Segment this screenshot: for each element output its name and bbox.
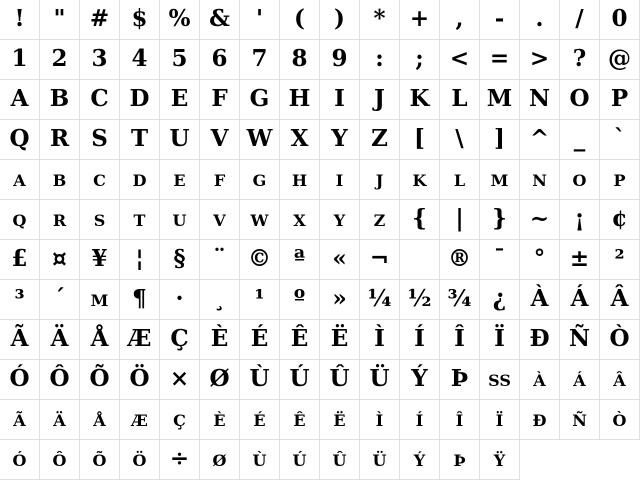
glyph-cell[interactable]: H [280,80,320,120]
glyph-cell[interactable]: T [120,120,160,160]
glyph-cell[interactable]: r [40,200,80,240]
glyph-cell[interactable]: ³ [0,280,40,320]
glyph-cell[interactable]: w [240,200,280,240]
glyph-cell[interactable]: ½ [400,280,440,320]
glyph-cell[interactable]: µ [80,280,120,320]
glyph-cell[interactable]: æ [120,400,160,440]
glyph-cell[interactable]: í [400,400,440,440]
glyph-cell[interactable]: f [200,160,240,200]
glyph-cell[interactable]: ¼ [360,280,400,320]
glyph-cell[interactable]: * [360,0,400,40]
glyph-cell[interactable]: % [160,0,200,40]
glyph-cell[interactable]: î [440,400,480,440]
glyph-cell[interactable]: B [40,80,80,120]
glyph-cell[interactable]: ¬ [360,240,400,280]
glyph-cell[interactable]: Ë [320,320,360,360]
glyph-cell[interactable]: Z [360,120,400,160]
glyph-cell[interactable]: ã [0,400,40,440]
glyph-cell[interactable]: Ì [360,320,400,360]
glyph-cell[interactable]: c [80,160,120,200]
glyph-cell[interactable]: , [440,0,480,40]
glyph-cell[interactable]: Í [400,320,440,360]
glyph-cell[interactable]: ì [360,400,400,440]
glyph-cell[interactable]: È [200,320,240,360]
glyph-cell[interactable]: Ü [360,360,400,400]
glyph-cell[interactable]: < [440,40,480,80]
glyph-cell[interactable]: É [240,320,280,360]
glyph-cell[interactable]: q [0,200,40,240]
glyph-cell[interactable]: { [400,200,440,240]
glyph-cell[interactable]: 1 [0,40,40,80]
glyph-cell[interactable]: ¦ [120,240,160,280]
glyph-cell[interactable]: N [520,80,560,120]
glyph-cell[interactable]: Õ [80,360,120,400]
glyph-cell[interactable]: ® [440,240,480,280]
glyph-cell[interactable]: ¶ [120,280,160,320]
glyph-cell[interactable]: ï [480,400,520,440]
glyph-cell[interactable]: Ú [280,360,320,400]
glyph-cell[interactable]: · [160,280,200,320]
glyph-cell[interactable]: y [320,200,360,240]
glyph-cell[interactable]: > [520,40,560,80]
glyph-cell[interactable]: l [440,160,480,200]
glyph-cell[interactable]: Å [80,320,120,360]
glyph-cell[interactable]: } [480,200,520,240]
glyph-cell[interactable]: Ó [0,360,40,400]
glyph-cell[interactable]: á [560,360,600,400]
glyph-cell[interactable]: Ñ [560,320,600,360]
glyph-cell[interactable]: « [320,240,360,280]
glyph-cell[interactable]: 0 [600,0,640,40]
glyph-cell[interactable]: ° [520,240,560,280]
glyph-cell[interactable] [400,240,440,280]
glyph-cell[interactable]: ¥ [80,240,120,280]
glyph-cell[interactable]: u [160,200,200,240]
glyph-cell[interactable]: ~ [520,200,560,240]
glyph-cell[interactable]: Q [0,120,40,160]
glyph-cell[interactable]: Ô [40,360,80,400]
glyph-cell[interactable]: ù [240,440,280,480]
glyph-cell[interactable]: k [400,160,440,200]
glyph-cell[interactable]: 4 [120,40,160,80]
glyph-cell[interactable]: O [560,80,600,120]
glyph-cell[interactable]: £ [0,240,40,280]
glyph-cell[interactable]: ø [200,440,240,480]
glyph-cell[interactable]: ´ [40,280,80,320]
glyph-cell[interactable]: K [400,80,440,120]
glyph-cell[interactable]: 5 [160,40,200,80]
glyph-cell[interactable]: D [120,80,160,120]
glyph-cell[interactable]: â [600,360,640,400]
glyph-cell[interactable]: W [240,120,280,160]
glyph-cell[interactable]: m [480,160,520,200]
glyph-cell[interactable]: / [560,0,600,40]
glyph-cell[interactable]: º [280,280,320,320]
glyph-cell[interactable]: © [240,240,280,280]
glyph-cell[interactable]: _ [560,120,600,160]
glyph-cell[interactable]: § [160,240,200,280]
glyph-cell[interactable]: [ [400,120,440,160]
glyph-cell[interactable]: ü [360,440,400,480]
glyph-cell[interactable]: ¿ [480,280,520,320]
glyph-cell[interactable]: & [200,0,240,40]
glyph-cell[interactable]: Ï [480,320,520,360]
glyph-cell[interactable]: û [320,440,360,480]
glyph-cell[interactable]: ) [320,0,360,40]
glyph-cell[interactable]: ç [160,400,200,440]
glyph-cell[interactable]: : [360,40,400,80]
glyph-cell[interactable]: ! [0,0,40,40]
glyph-cell[interactable]: Ð [520,320,560,360]
glyph-cell[interactable]: Ã [0,320,40,360]
glyph-cell[interactable]: 9 [320,40,360,80]
glyph-cell[interactable]: o [560,160,600,200]
glyph-cell[interactable]: ¹ [240,280,280,320]
glyph-cell[interactable]: E [160,80,200,120]
glyph-cell[interactable]: Î [440,320,480,360]
glyph-cell[interactable]: U [160,120,200,160]
glyph-cell[interactable]: ê [280,400,320,440]
glyph-cell[interactable]: ó [0,440,40,480]
glyph-cell[interactable]: Ò [600,320,640,360]
glyph-cell[interactable]: × [160,360,200,400]
glyph-cell[interactable]: ] [480,120,520,160]
glyph-cell[interactable]: ² [600,240,640,280]
glyph-cell[interactable]: Ä [40,320,80,360]
glyph-cell[interactable]: Þ [440,360,480,400]
glyph-cell[interactable]: a [0,160,40,200]
glyph-cell[interactable]: $ [120,0,160,40]
glyph-cell[interactable]: ý [400,440,440,480]
glyph-cell[interactable]: R [40,120,80,160]
glyph-cell[interactable]: 6 [200,40,240,80]
glyph-cell[interactable]: ¤ [40,240,80,280]
glyph-cell[interactable]: P [600,80,640,120]
glyph-cell[interactable]: = [480,40,520,80]
glyph-cell[interactable]: Ý [400,360,440,400]
glyph-cell[interactable]: ¢ [600,200,640,240]
glyph-cell[interactable]: - [480,0,520,40]
glyph-cell[interactable]: ¨ [200,240,240,280]
glyph-cell[interactable]: \ [440,120,480,160]
glyph-cell[interactable]: s [80,200,120,240]
glyph-cell[interactable]: Â [600,280,640,320]
glyph-cell[interactable]: A [0,80,40,120]
glyph-cell[interactable]: 7 [240,40,280,80]
glyph-cell[interactable]: b [40,160,80,200]
glyph-cell[interactable]: ô [40,440,80,480]
glyph-cell[interactable]: L [440,80,480,120]
glyph-cell[interactable]: ú [280,440,320,480]
glyph-cell[interactable]: V [200,120,240,160]
glyph-cell[interactable]: F [200,80,240,120]
glyph-cell[interactable]: J [360,80,400,120]
glyph-cell[interactable]: g [240,160,280,200]
glyph-cell[interactable]: p [600,160,640,200]
glyph-cell[interactable]: ÿ [480,440,520,480]
glyph-cell[interactable]: ö [120,440,160,480]
glyph-cell[interactable]: M [480,80,520,120]
glyph-cell[interactable]: # [80,0,120,40]
glyph-cell[interactable]: e [160,160,200,200]
glyph-cell[interactable]: ( [280,0,320,40]
glyph-cell[interactable]: Á [560,280,600,320]
glyph-cell[interactable]: ; [400,40,440,80]
glyph-cell[interactable]: Ö [120,360,160,400]
glyph-cell[interactable]: ^ [520,120,560,160]
glyph-cell[interactable]: G [240,80,280,120]
glyph-cell[interactable]: Ø [200,360,240,400]
glyph-cell[interactable]: S [80,120,120,160]
glyph-cell[interactable]: ? [560,40,600,80]
glyph-cell[interactable]: 3 [80,40,120,80]
glyph-cell[interactable]: à [520,360,560,400]
glyph-cell[interactable]: Ù [240,360,280,400]
glyph-cell[interactable]: C [80,80,120,120]
glyph-cell[interactable]: ß [480,360,520,400]
glyph-cell[interactable]: é [240,400,280,440]
glyph-cell[interactable]: @ [600,40,640,80]
glyph-cell[interactable]: ð [520,400,560,440]
glyph-cell[interactable]: Ê [280,320,320,360]
glyph-cell[interactable]: i [320,160,360,200]
glyph-cell[interactable]: ` [600,120,640,160]
glyph-cell[interactable]: ' [240,0,280,40]
glyph-cell[interactable]: Æ [120,320,160,360]
glyph-cell[interactable]: | [440,200,480,240]
empty-cell [600,440,640,480]
glyph-cell[interactable]: þ [440,440,480,480]
glyph-cell[interactable]: À [520,280,560,320]
glyph-cell[interactable]: å [80,400,120,440]
glyph-cell[interactable]: x [280,200,320,240]
glyph-cell[interactable]: h [280,160,320,200]
glyph-cell[interactable]: ¸ [200,280,240,320]
glyph-cell[interactable]: 8 [280,40,320,80]
glyph-cell[interactable]: õ [80,440,120,480]
glyph-cell[interactable]: d [120,160,160,200]
glyph-cell[interactable]: ± [560,240,600,280]
glyph-cell[interactable]: + [400,0,440,40]
glyph-cell[interactable]: n [520,160,560,200]
glyph-cell[interactable]: ñ [560,400,600,440]
glyph-cell[interactable]: ª [280,240,320,280]
empty-cell [560,440,600,480]
glyph-cell[interactable]: t [120,200,160,240]
empty-cell [520,440,560,480]
glyph-cell[interactable]: X [280,120,320,160]
glyph-cell[interactable]: " [40,0,80,40]
glyph-cell[interactable]: Y [320,120,360,160]
glyph-cell[interactable]: v [200,200,240,240]
glyph-cell[interactable]: Ç [160,320,200,360]
glyph-cell[interactable]: I [320,80,360,120]
glyph-cell[interactable]: ¡ [560,200,600,240]
glyph-cell[interactable]: ÷ [160,440,200,480]
glyph-cell[interactable]: » [320,280,360,320]
glyph-cell[interactable]: 2 [40,40,80,80]
glyph-cell[interactable]: ¯ [480,240,520,280]
glyph-cell[interactable]: ¾ [440,280,480,320]
glyph-cell[interactable]: è [200,400,240,440]
glyph-cell[interactable]: Û [320,360,360,400]
glyph-cell[interactable]: ë [320,400,360,440]
glyph-cell[interactable]: j [360,160,400,200]
glyph-cell[interactable]: z [360,200,400,240]
glyph-cell[interactable]: ä [40,400,80,440]
glyph-cell[interactable]: . [520,0,560,40]
glyph-cell[interactable]: ò [600,400,640,440]
